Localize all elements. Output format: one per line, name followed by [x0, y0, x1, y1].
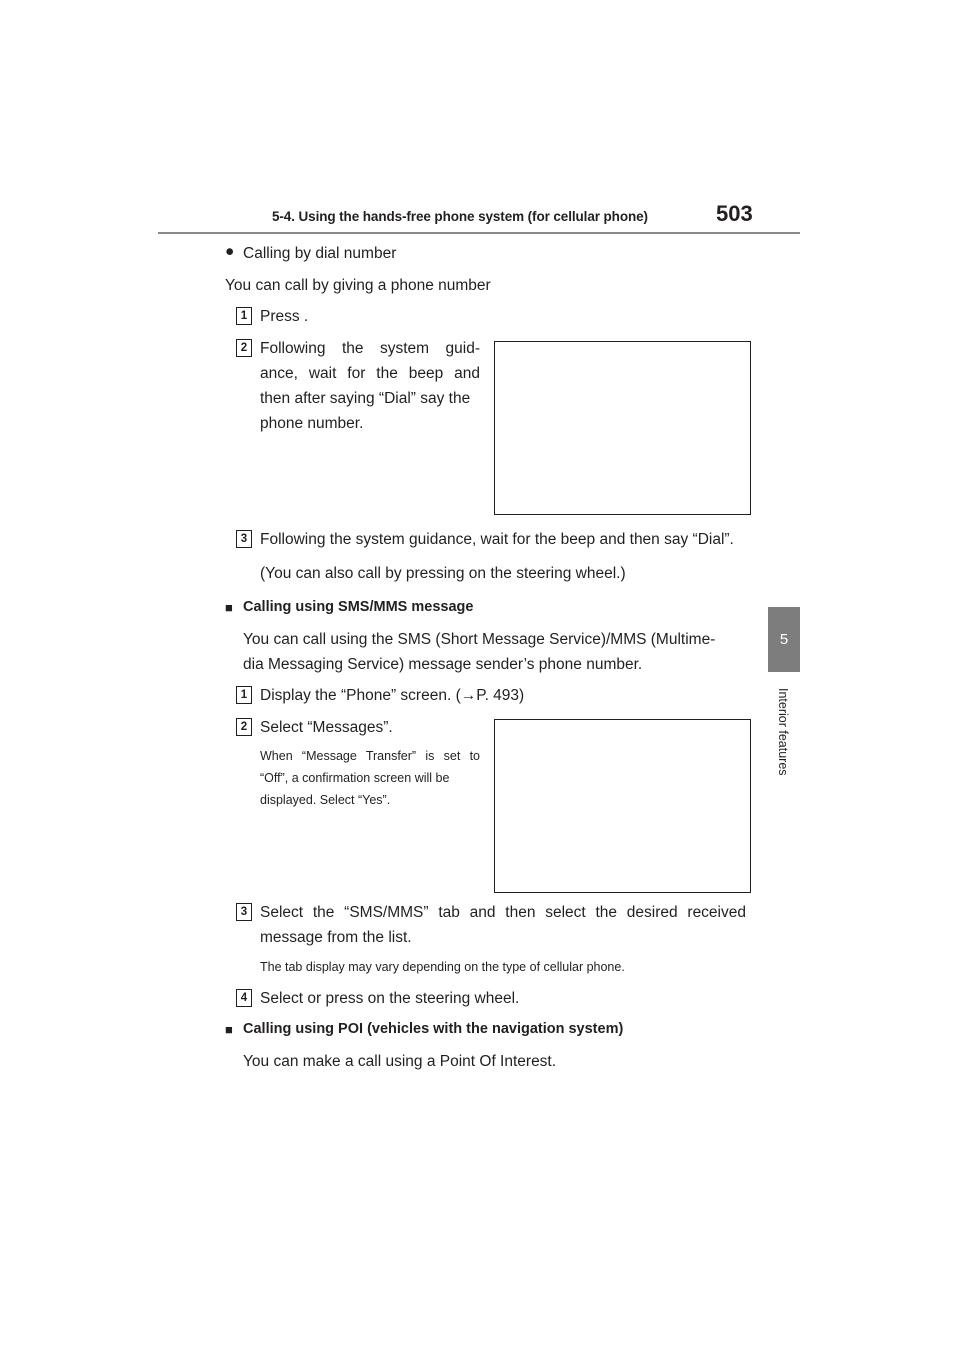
sms-heading: Calling using SMS/MMS message: [243, 599, 474, 615]
page-number: 503: [716, 201, 753, 226]
chapter-label-text: Interior features: [776, 688, 790, 776]
step-note: The tab display may vary depending on the type of cellular phone.: [260, 960, 625, 974]
step-note: (You can also call by pressing on the steering wheel.): [260, 565, 626, 582]
step-text-line: Following the system guid-: [260, 340, 480, 357]
screen-illustration: [494, 719, 751, 893]
step-text-line: ance, wait for the beep and: [260, 365, 480, 382]
dial-heading: Calling by dial number: [243, 245, 397, 262]
screen-illustration: [494, 341, 751, 515]
dial-intro: You can call by giving a phone number: [225, 277, 491, 294]
sms-intro: dia Messaging Service) message sender’s phone number.: [243, 656, 643, 673]
step-text: Press .: [260, 308, 309, 325]
step-note-line: When “Message Transfer” is set to: [260, 749, 480, 763]
step-note-line: “Off”, a confirmation screen will be: [260, 771, 450, 785]
step-text: Select “Messages”.: [260, 719, 393, 736]
step-number: 1: [236, 686, 252, 704]
section-title: 5-4. Using the hands-free phone system (for cellular phone): [272, 209, 648, 224]
step-number: 2: [236, 339, 252, 357]
header-rule: [158, 232, 800, 234]
poi-intro: You can make a call using a Point Of Interest.: [243, 1053, 557, 1070]
step-number: 4: [236, 989, 252, 1007]
step-text-line: phone number.: [260, 415, 364, 432]
step-text-line: then after saying “Dial” say the: [260, 390, 471, 407]
section-marker-icon: ■: [225, 600, 233, 615]
sms-intro: You can call using the SMS (Short Message Service)/MMS (Multime-: [243, 631, 716, 648]
section-marker-icon: ■: [225, 1022, 233, 1037]
step-text: Select or press on the steering wheel.: [260, 990, 520, 1007]
step-number: 3: [236, 530, 252, 548]
chapter-tab: 5: [768, 607, 800, 672]
step-number: 2: [236, 718, 252, 736]
chapter-label: [776, 688, 794, 788]
step-text: Display the “Phone” screen. (→P. 493): [260, 687, 525, 704]
step-number: 3: [236, 903, 252, 921]
step-number: 1: [236, 307, 252, 325]
step-text-line: message from the list.: [260, 929, 412, 946]
step-note-line: displayed. Select “Yes”.: [260, 793, 391, 807]
poi-heading: Calling using POI (vehicles with the navigation system): [243, 1021, 624, 1037]
step-text-line: Select the “SMS/MMS” tab and then select the desired received: [260, 904, 746, 921]
step-text: Following the system guidance, wait for the beep and then say “Dial”.: [260, 531, 734, 548]
bullet-icon: ●: [225, 243, 235, 260]
